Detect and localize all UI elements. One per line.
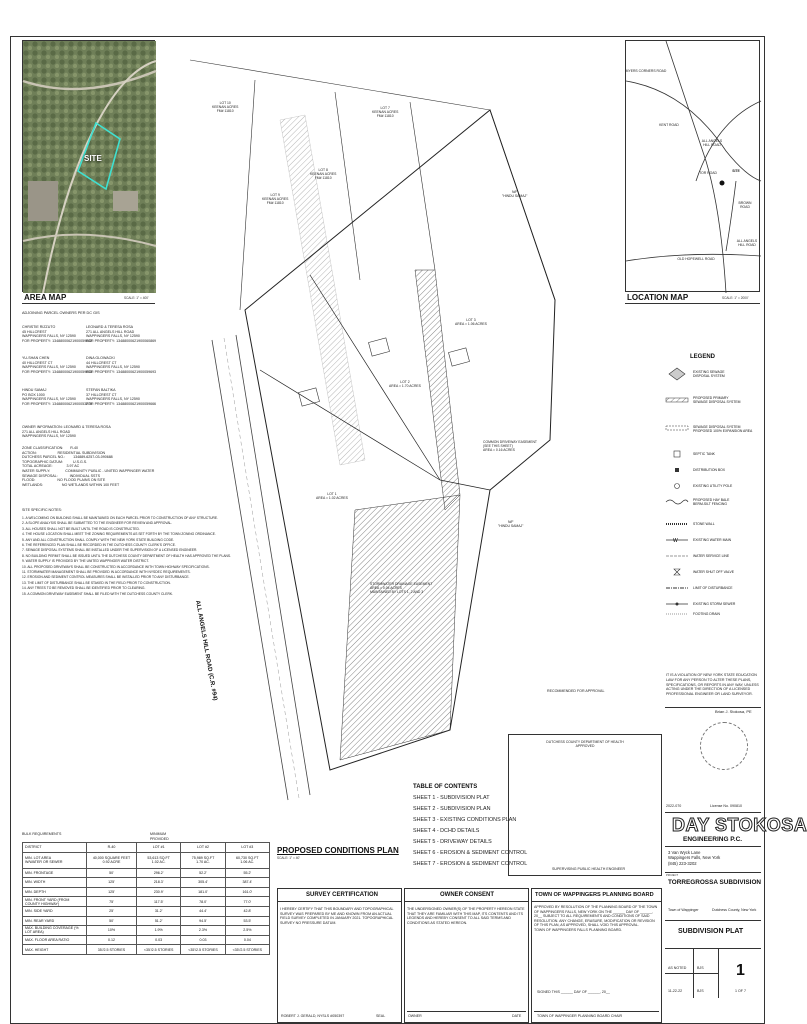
plan-label: LOT 3 AREA = 1.06 ACRES (455, 318, 487, 326)
violation-note: IT IS A VIOLATION OF NEW YORK STATE EDUCATION LAW FOR ANY PERSON TO ALTER THESE PLANS, SPECIFICATIONS, OR REPORTS IN ANY WAY, UNLESS ACTING UNDER THE DIRECTION OF A LICENSED PROFESSIONAL ENGINEER OR LAND SURVEYOR. (666, 673, 759, 697)
plan-label: LOT 2 AREA = 1.70 ACRES (389, 380, 421, 388)
map-road-label: OLD HOPEWELL ROAD (677, 257, 715, 261)
project-label: PROJECT (666, 874, 679, 877)
legend-item: EXISTING WATER MAIN (693, 538, 732, 542)
table-cell: 218.3' (137, 878, 181, 888)
survey-certification-body: I HEREBY CERTIFY THAT THIS BOUNDARY AND TOPOGRAPHICAL SURVEY WAS PREPARED BY ME AND KNOWN FROM AN ACTUAL FIELD SURVEY COMPLETED IN JANUARY 2021. TOPOGRAPHICAL SURVEY NO PRESSURE DATUM. (280, 907, 394, 925)
table-cell: <35'/2.5 STORIES (137, 945, 181, 955)
legend-item: STONE WALL (693, 522, 715, 526)
table-cell: 230.9' (137, 887, 181, 897)
table-cell: 75,989 SQ.FT 1.70 AC. (181, 852, 225, 868)
table-cell: 125' (87, 887, 137, 897)
legend-item: SEPTIC TANK (693, 452, 715, 456)
legend-symbol (665, 498, 689, 506)
table-cell: 75' (87, 897, 137, 907)
table-cell: 50' (87, 868, 137, 878)
adjoining-owner: DINA GLOWACKI 44 HILLCREST CT WAPPINGERS FALLS, NY 12590 FOR PROPERTY: 13488000621900059693 (86, 356, 157, 374)
location-map (625, 40, 760, 292)
plan-label: LOT 10 KEENAN ACRES FM# 11810 (212, 101, 239, 113)
toc-item: SHEET 7 - EROSION & SEDIMENT CONTROL (413, 861, 528, 867)
legend-item: PROPOSED HAY BALE BERM-SILT FENCING (693, 498, 730, 506)
adjoining-owner: HINDU SAMAJ PO BOX 1000 WAPPINGERS FALLS, NY 12590 FOR PROPERTY: 13488000621900053279 (22, 388, 93, 406)
engineer-seal (700, 722, 748, 770)
plan-title: PROPOSED CONDITIONS PLAN (277, 846, 399, 855)
table-cell: MIN. LOT AREA W/WATER OR SEWER (23, 852, 87, 868)
legend (665, 368, 760, 648)
table-header: LOT #1 (137, 843, 181, 853)
recommended-approval: RECOMMENDED FOR APPROVAL (547, 689, 605, 693)
table-cell: 0.12 (87, 935, 137, 945)
table-cell: MIN. FRONT YARD (FROM COUNTY HIGHWAY) (23, 897, 87, 907)
legend-symbol (665, 450, 689, 458)
legend-symbol (665, 584, 689, 592)
table-cell: 161.0' (225, 887, 269, 897)
site-notes-body: 1. A WELCOMING ON BUILDING SHALL BE MAINTAINED ON EACH PARCEL PRIOR TO CONSTRUCTION OF ANY STRUCTURE. 2. A SLOPE ANALYSIS SHALL BE SUBMITTED TO THE ENGINEER FOR REVIEW AND APPROVAL. 3. ALL HOUSES SHALL NOT BE BUILT UNTIL THE ROAD IS CONSTRUCTED. 4. THE HOUSE LOCATION SHALL MEET THE ZONING REQUIREMENTS AS SET FORTH BY THE TOWN ZONING ORDINANCE. 5. ANY AND ALL CONSTRUCTION SHALL COMPLY WITH THE NEW YORK STATE BUILDING CODE. 6. THE REFERENCED PLAN SHALL BE RECORDED IN THE DUTCHESS COUNTY CLERK'S OFFICE. 7. SEWAGE DISPOSAL SYSTEMS SHALL BE INSTALLED UNDER THE SUPERVISION OF A LICENSED ENGINEER. 8. NO BUILDING PERMIT SHALL BE ISSUED UNTIL THE DUTCHESS COUNTY DEPARTMENT OF HEALTH HAS APPROVED THE PLANS. 9. WATER SUPPLY IS PROVIDED BY THE UNITED WAPPINGER WATER DISTRICT. 10. ALL PROPOSED DRIVEWAYS SHALL BE CONSTRUCTED IN ACCORDANCE WITH TOWN HIGHWAY SPECIFICATIONS. 11. STORMWATER MANAGEMENT SHALL BE PROVIDED IN ACCORDANCE WITH NYSDEC REQUIREMENTS. 12. EROSION AND SEDIMENT CONTROL MEASURES SHALL BE INSTALLED PRIOR TO ANY DISTURBANCE. 13. THE LIMIT OF DISTURBANCE SHALL BE STAKED IN THE FIELD PRIOR TO CONSTRUCTION. 14. ANY TREES TO BE REMOVED SHALL BE IDENTIFIED PRIOR TO CLEARING. 15. A COMMON DRIVEWAY EASEMENT SHALL BE FILED WITH THE DUTCHESS COUNTY CLERK. (22, 516, 232, 596)
legend-symbol (665, 552, 689, 560)
table-cell: 60,730 SQ.FT 1.06 AC. (225, 852, 269, 868)
toc-item: SHEET 4 - DCHD DETAILS (413, 828, 480, 834)
plan-label: LOT 7 KEENAN ACRES FM# 11810 (372, 106, 399, 118)
legend-item: WATER SHUT OFF VALVE (693, 570, 735, 574)
owner-information: OWNER INFORMATION: LEONARD & TERESA ROSA 271 ALL ANGELS HILL ROAD WAPPINGERS FALLS, NY 12590 (22, 425, 111, 439)
table-cell: MAX. BUILDING COVERAGE (% LOT AREA) (23, 926, 87, 936)
adjoining-title: ADJOINING PARCEL OWNERS PER DC GIS (22, 311, 100, 315)
utility-pole-icon (665, 482, 689, 490)
legend-symbol (665, 424, 689, 432)
toc-item: SHEET 1 - SUBDIVISION PLAT (413, 795, 490, 801)
table-cell: 10% (87, 926, 137, 936)
table-header-row (23, 843, 270, 853)
plan-scale: SCALE: 1" = 40' (277, 856, 300, 860)
legend-title: LEGEND (690, 354, 716, 360)
legend-symbol (665, 396, 689, 404)
site-label: SITE (84, 154, 102, 163)
owner-date-label: DATE (512, 1014, 522, 1018)
bulk-min-provided-label: MINIMUM PROVIDED (150, 832, 169, 841)
legend-symbol (665, 600, 689, 608)
proposed-conditions-plan (160, 40, 620, 840)
legend-item: PROPOSED PRIMARY SEWAGE DISPOSAL SYSTEM (693, 396, 741, 404)
toc-title: TABLE OF CONTENTS (413, 784, 478, 790)
toc-item: SHEET 3 - EXISTING CONDITIONS PLAN (413, 817, 517, 823)
legend-item: WATER SERVICE LINE (693, 554, 730, 558)
legend-item: EXISTING STORM SEWER (693, 602, 736, 606)
table-cell: MIN. SIDE YARD (23, 906, 87, 916)
plan-label: N/F "HINDU SAMAJ" (502, 190, 528, 198)
table-cell: 50' (87, 916, 137, 926)
license-number: License No. 090810 (710, 804, 742, 808)
table-row (23, 868, 270, 878)
table-cell: 53,613 SQ.FT 1.02 AC. (137, 852, 181, 868)
legend-symbol (665, 610, 689, 618)
toc-item: SHEET 6 - EROSION & SEDIMENT CONTROL (413, 850, 528, 856)
table-cell: MIN. REAR YARD (23, 916, 87, 926)
table-cell: 296.2' (137, 868, 181, 878)
survey-seal: SEAL (376, 1014, 386, 1018)
table-cell: MIN. DEPTH (23, 887, 87, 897)
bulk-requirements-table (22, 842, 270, 955)
health-dept-approval: DUTCHESS COUNTY DEPARTMENT OF HEALTH APPROVED (546, 740, 624, 748)
table-row (23, 906, 270, 916)
legend-symbol (665, 368, 689, 376)
table-cell: 0.03 (181, 935, 225, 945)
road-label: ALL ANGELS HILL ROAD (C.R. #94) (194, 600, 218, 702)
table-header: DISTRICT (23, 843, 87, 853)
area-map-title: AREA MAP (24, 293, 67, 302)
health-dept-box (508, 734, 662, 876)
title-drawn: BJS (697, 966, 704, 970)
map-road-label: ALL ANGELS HILL ROAD (701, 139, 723, 147)
table-header: R-40 (87, 843, 137, 853)
legend-symbol (665, 520, 689, 528)
map-road-label: KENT ROAD (659, 123, 679, 127)
table-cell: 55.2' (225, 868, 269, 878)
plan-label: LOT 8 KEENAN ACRES FM# 11810 (310, 168, 337, 180)
project-name: TORREGROSSA SUBDIVISION (668, 879, 762, 886)
table-cell: 117.5' (137, 897, 181, 907)
legend-item: EXISTING UTILITY POLE (693, 484, 733, 488)
survey-certification-title: SURVEY CERTIFICATION (306, 892, 379, 898)
stamp-date: 2022-070 (666, 804, 682, 808)
title-scale: AS NOTED (668, 966, 687, 970)
firm-subtitle: ENGINEERING P.C. (683, 836, 743, 843)
table-cell: 2.5% (225, 926, 269, 936)
owner-consent-title: OWNER CONSENT (440, 892, 494, 898)
table-cell: <35'/2.5 STORIES (181, 945, 225, 955)
table-cell: <35'/2.5 STORIES (225, 945, 269, 955)
drawing-title: SUBDIVISION PLAT (678, 928, 744, 935)
health-dept-signer: SUPERVISING PUBLIC HEALTH ENGINEER (552, 867, 626, 871)
table-cell: 78.0' (181, 897, 225, 907)
table-cell: MIN. FRONTAGE (23, 868, 87, 878)
map-road-label: ALL ANGELS HILL ROAD (736, 239, 758, 247)
map-road-label: BROWN ROAD (738, 201, 752, 209)
table-cell: 77.0' (225, 897, 269, 907)
survey-signer: ROBERT J. GERALD, NYSLS #050397 (281, 1014, 345, 1018)
table-cell: 31.2' (137, 906, 181, 916)
table-cell: 305.4' (181, 878, 225, 888)
project-county: Dutchess County, New York (712, 908, 757, 912)
table-cell: MAX. FLOOR AREA RATIO (23, 935, 87, 945)
planning-board-title: TOWN OF WAPPINGERS PLANNING BOARD (535, 892, 654, 898)
map-road-label: MYERS CORNERS ROAD (625, 69, 667, 73)
valve-icon (665, 568, 689, 576)
toc-item: SHEET 2 - SUBDIVISION PLAN (413, 806, 491, 812)
table-row (23, 945, 270, 955)
plan-label: N/F "HINDU SAMAJ" (498, 520, 524, 528)
adjoining-owner: STEFAN BALTIKA 37 HILLCREST CT WAPPINGERS FALLS, NY 12590 FOR PROPERTY: 13488000621900059666 (86, 388, 157, 406)
adjoining-owner: LEONARD & TERESA ROSA 271 ALL ANGELS HILL ROAD WAPPINGERS FALLS, NY 12590 FOR PROPERTY: 13488000621900060869 (86, 325, 157, 343)
svg-text:W: W (673, 538, 678, 544)
table-cell: MAX. HEIGHT (23, 945, 87, 955)
title-checked: BJS (697, 989, 704, 993)
table-cell: 35'/2.5 STORIES (87, 945, 137, 955)
table-row (23, 852, 270, 868)
legend-item: SEWAGE DISPOSAL SYSTEM PROPOSED 100% EXPANSION AREA (693, 425, 753, 433)
table-cell: 0.04 (225, 935, 269, 945)
location-map-scale: SCALE: 1" = 2000' (722, 296, 749, 300)
sheet-of: 1 OF 7 (735, 989, 746, 993)
legend-symbol (665, 466, 689, 474)
plan-label: COMMON DRIVEWAY EASEMENT (SEE THIS SHEET) AREA = 0.16 ACRES (483, 440, 538, 452)
legend-item: DISTRIBUTION BOX (693, 468, 726, 472)
site-notes-title: SITE SPECIFIC NOTES: (22, 508, 62, 512)
table-cell: 52.2' (181, 868, 225, 878)
table-cell: 44.4' (181, 906, 225, 916)
legend-item: FOOTING DRAIN (693, 612, 720, 616)
table-cell: 2.3% (181, 926, 225, 936)
table-cell: 94.5' (181, 916, 225, 926)
table-row (23, 916, 270, 926)
location-map-roads (626, 41, 761, 293)
firm-logo: DAY STOKOSA (672, 815, 807, 835)
table-cell: 42.8' (225, 906, 269, 916)
table-cell: 181.0' (181, 887, 225, 897)
table-row (23, 897, 270, 907)
owner-signature-label: OWNER (408, 1014, 422, 1018)
planning-board-signer: TOWN OF WAPPINGER PLANNING BOARD CHAIR (537, 1014, 623, 1018)
plan-label: LOT 9 KEENAN ACRES FM# 11810 (262, 193, 289, 205)
map-road-label: TOR ROAD (699, 171, 717, 175)
table-cell: 125' (87, 878, 137, 888)
table-row (23, 935, 270, 945)
engineer-name: Brian J. Stokosa, PE (715, 709, 752, 714)
table-cell: 40,000 SQUARE FEET 0.92 ACRE (87, 852, 137, 868)
zoning-data: ZONE CLASSIFICATION: R-40 ACTION: RESIDENTIAL SUBDIVISION DUTCHESS PARCEL NO.: 134889-6257-03-090688 TOPOGRAPHIC DATUM: U.S.G.S. TOTAL ACREAGE: 3.97 AC WATER SUPPLY: COMMUNITY PUBLIC - UNITED WAPPINGER WATER SEWAGE DISPOSAL: INDIVIDUAL SSTS FLOOD: NO FLOOD PLAINS ON SITE WETLANDS: NO WETLANDS WITHIN 100 FEET (22, 446, 155, 487)
area-map (22, 40, 155, 292)
firm-address: 3 Van Wyck Lane Wappingers Falls, New York (845) 223-3202 (668, 850, 721, 866)
table-cell: 25' (87, 906, 137, 916)
project-town: Town of Wappinger (668, 908, 699, 912)
plan-label: LOT 1 AREA = 1.02 ACRES (316, 492, 348, 500)
owner-consent-body: THE UNDERSIGNED OWNER(S) OF THE PROPERTY HEREON STATE THAT THEY ARE FAMILIAR WITH THIS MAP, ITS CONTENTS AND ITS LEGENDS AND HEREBY CONSENT TO ALL SAID TERMS AND CONDITIONS AS STATED HEREON. (407, 907, 525, 925)
table-cell: 0.03 (137, 935, 181, 945)
plan-label: STORMWATER DRAINAGE EASEMENT AREA = 0.04 ACRES MAINTAINED BY LOTS 1, 2 AND 3 (370, 582, 433, 594)
sheet-number: 1 (736, 962, 745, 979)
table-cell: MIN. WIDTH (23, 878, 87, 888)
planning-board-body: APPROVED BY RESOLUTION OF THE PLANNING BOARD OF THE TOWN OF WAPPINGERS FALLS, NEW YORK ON THE ______ DAY OF ______, 20__ SUBJECT TO ALL REQUIREMENTS AND CONDITIONS OF SAID RESOLUTION. ANY CHANGE, ERASURE, MODIFICATION OR REVISION OF THIS PLAN, AS APPROVED, SHALL VOID THIS APPROVAL. TOWN OF WAPPINGERS FALLS PLANNING BOARD. (534, 905, 658, 932)
location-map-title: LOCATION MAP (627, 293, 689, 302)
table-cell: 387.4' (225, 878, 269, 888)
table-row (23, 878, 270, 888)
planning-board-signed: SIGNED THIS ______ DAY OF ______, 20__ (537, 990, 610, 994)
title-date: 11-22-22 (668, 989, 683, 993)
table-header: LOT #2 (181, 843, 225, 853)
table-row (23, 926, 270, 936)
table-cell: 53.5' (225, 916, 269, 926)
table-header: LOT #3 (225, 843, 269, 853)
adjoining-owner: CHRISTIE RIZZUTO 45 HILLCREST WAPPINGERS FALLS, NY 12590 FOR PROPERTY: 13488000621900059682 (22, 325, 93, 343)
legend-item: EXISTING SEWAGE DISPOSAL SYSTEM (693, 370, 725, 378)
toc-item: SHEET 5 - DRIVEWAY DETAILS (413, 839, 492, 845)
bulk-title: BULK REQUIREMENTS (22, 832, 62, 836)
legend-symbol (665, 536, 689, 544)
table-cell: 1.9% (137, 926, 181, 936)
area-map-scale: SCALE: 1" = 400' (124, 296, 149, 300)
legend-item: LIMIT OF DISTURBANCE (693, 586, 733, 590)
table-cell: 51.2' (137, 916, 181, 926)
map-site-label: SITE (732, 169, 740, 173)
area-map-aerial (23, 41, 156, 293)
table-row (23, 887, 270, 897)
adjoining-owner: YU-SHAN CHEN 40 HILLCREST CT WAPPINGERS FALLS, NY 12590 FOR PROPERTY: 13488000621900059653 (22, 356, 93, 374)
